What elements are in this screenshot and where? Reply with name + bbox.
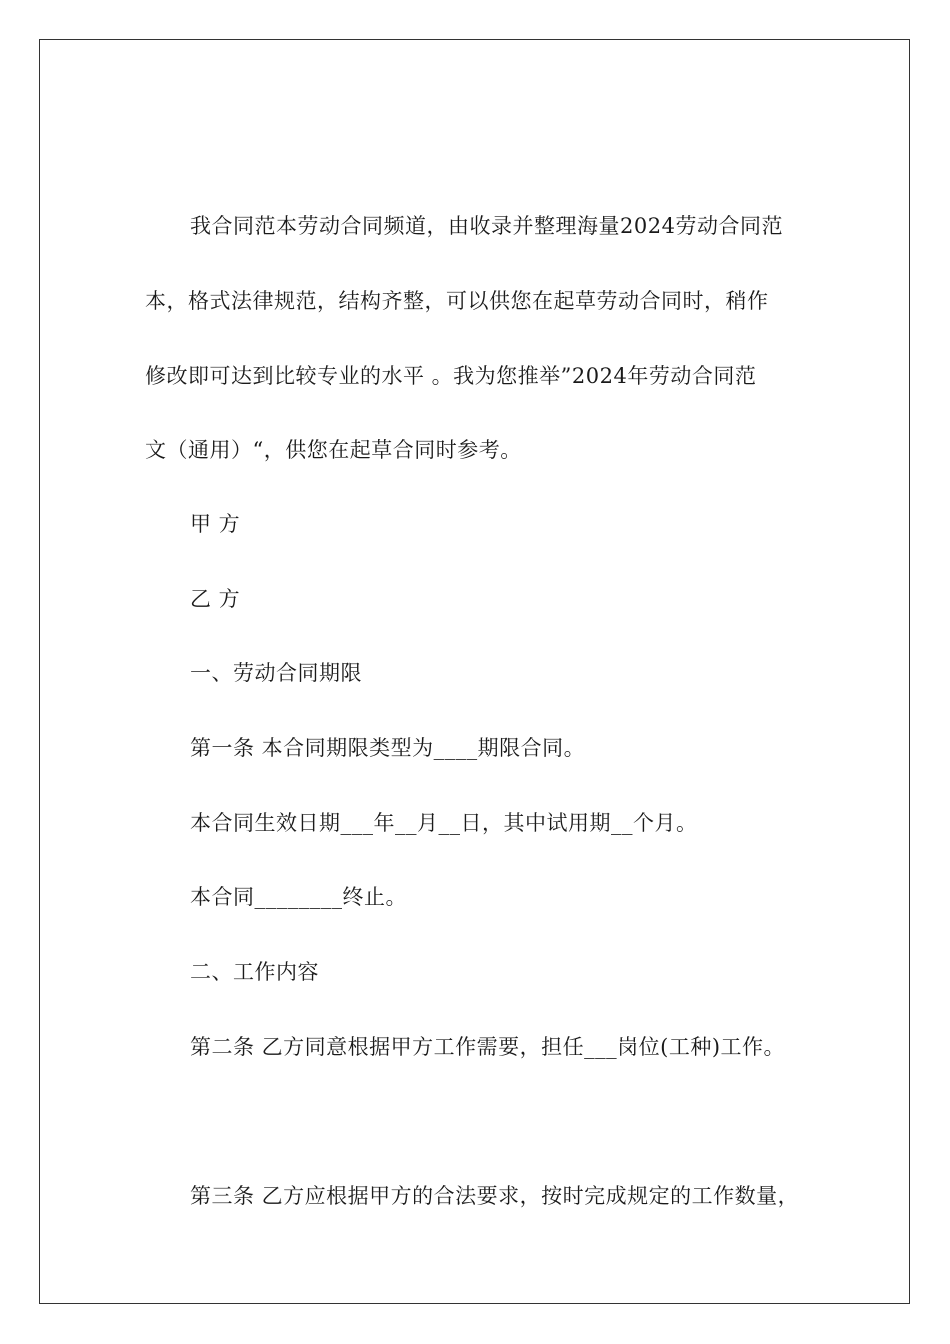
article-3: 第三条 乙方应根据甲方的合法要求，按时完成规定的工作数量， xyxy=(190,1184,800,1208)
effective-date-clause: 本合同生效日期___年__月__日，其中试用期__个月。 xyxy=(190,811,698,835)
intro-line-2: 本，格式法律规范，结构齐整，可以供您在起草劳动合同时，稍作 xyxy=(145,289,769,313)
party-b-label: 乙 方 xyxy=(190,587,241,611)
section-1-title: 一、劳动合同期限 xyxy=(190,661,362,685)
termination-clause: 本合同________终止。 xyxy=(190,885,407,909)
intro-line-4: 文（通用）“，供您在起草合同时参考。 xyxy=(145,438,522,462)
intro-line-3: 修改即可达到比较专业的水平 。我为您推举”2024年劳动合同范 xyxy=(145,364,757,388)
section-2-title: 二、工作内容 xyxy=(190,960,319,984)
article-1: 第一条 本合同期限类型为____期限合同。 xyxy=(190,736,586,760)
party-a-label: 甲 方 xyxy=(190,512,241,536)
article-2: 第二条 乙方同意根据甲方工作需要，担任___岗位(工种)工作。 xyxy=(190,1035,786,1059)
intro-line-1: 我合同范本劳动合同频道，由收录并整理海量2024劳动合同范 xyxy=(190,214,783,238)
